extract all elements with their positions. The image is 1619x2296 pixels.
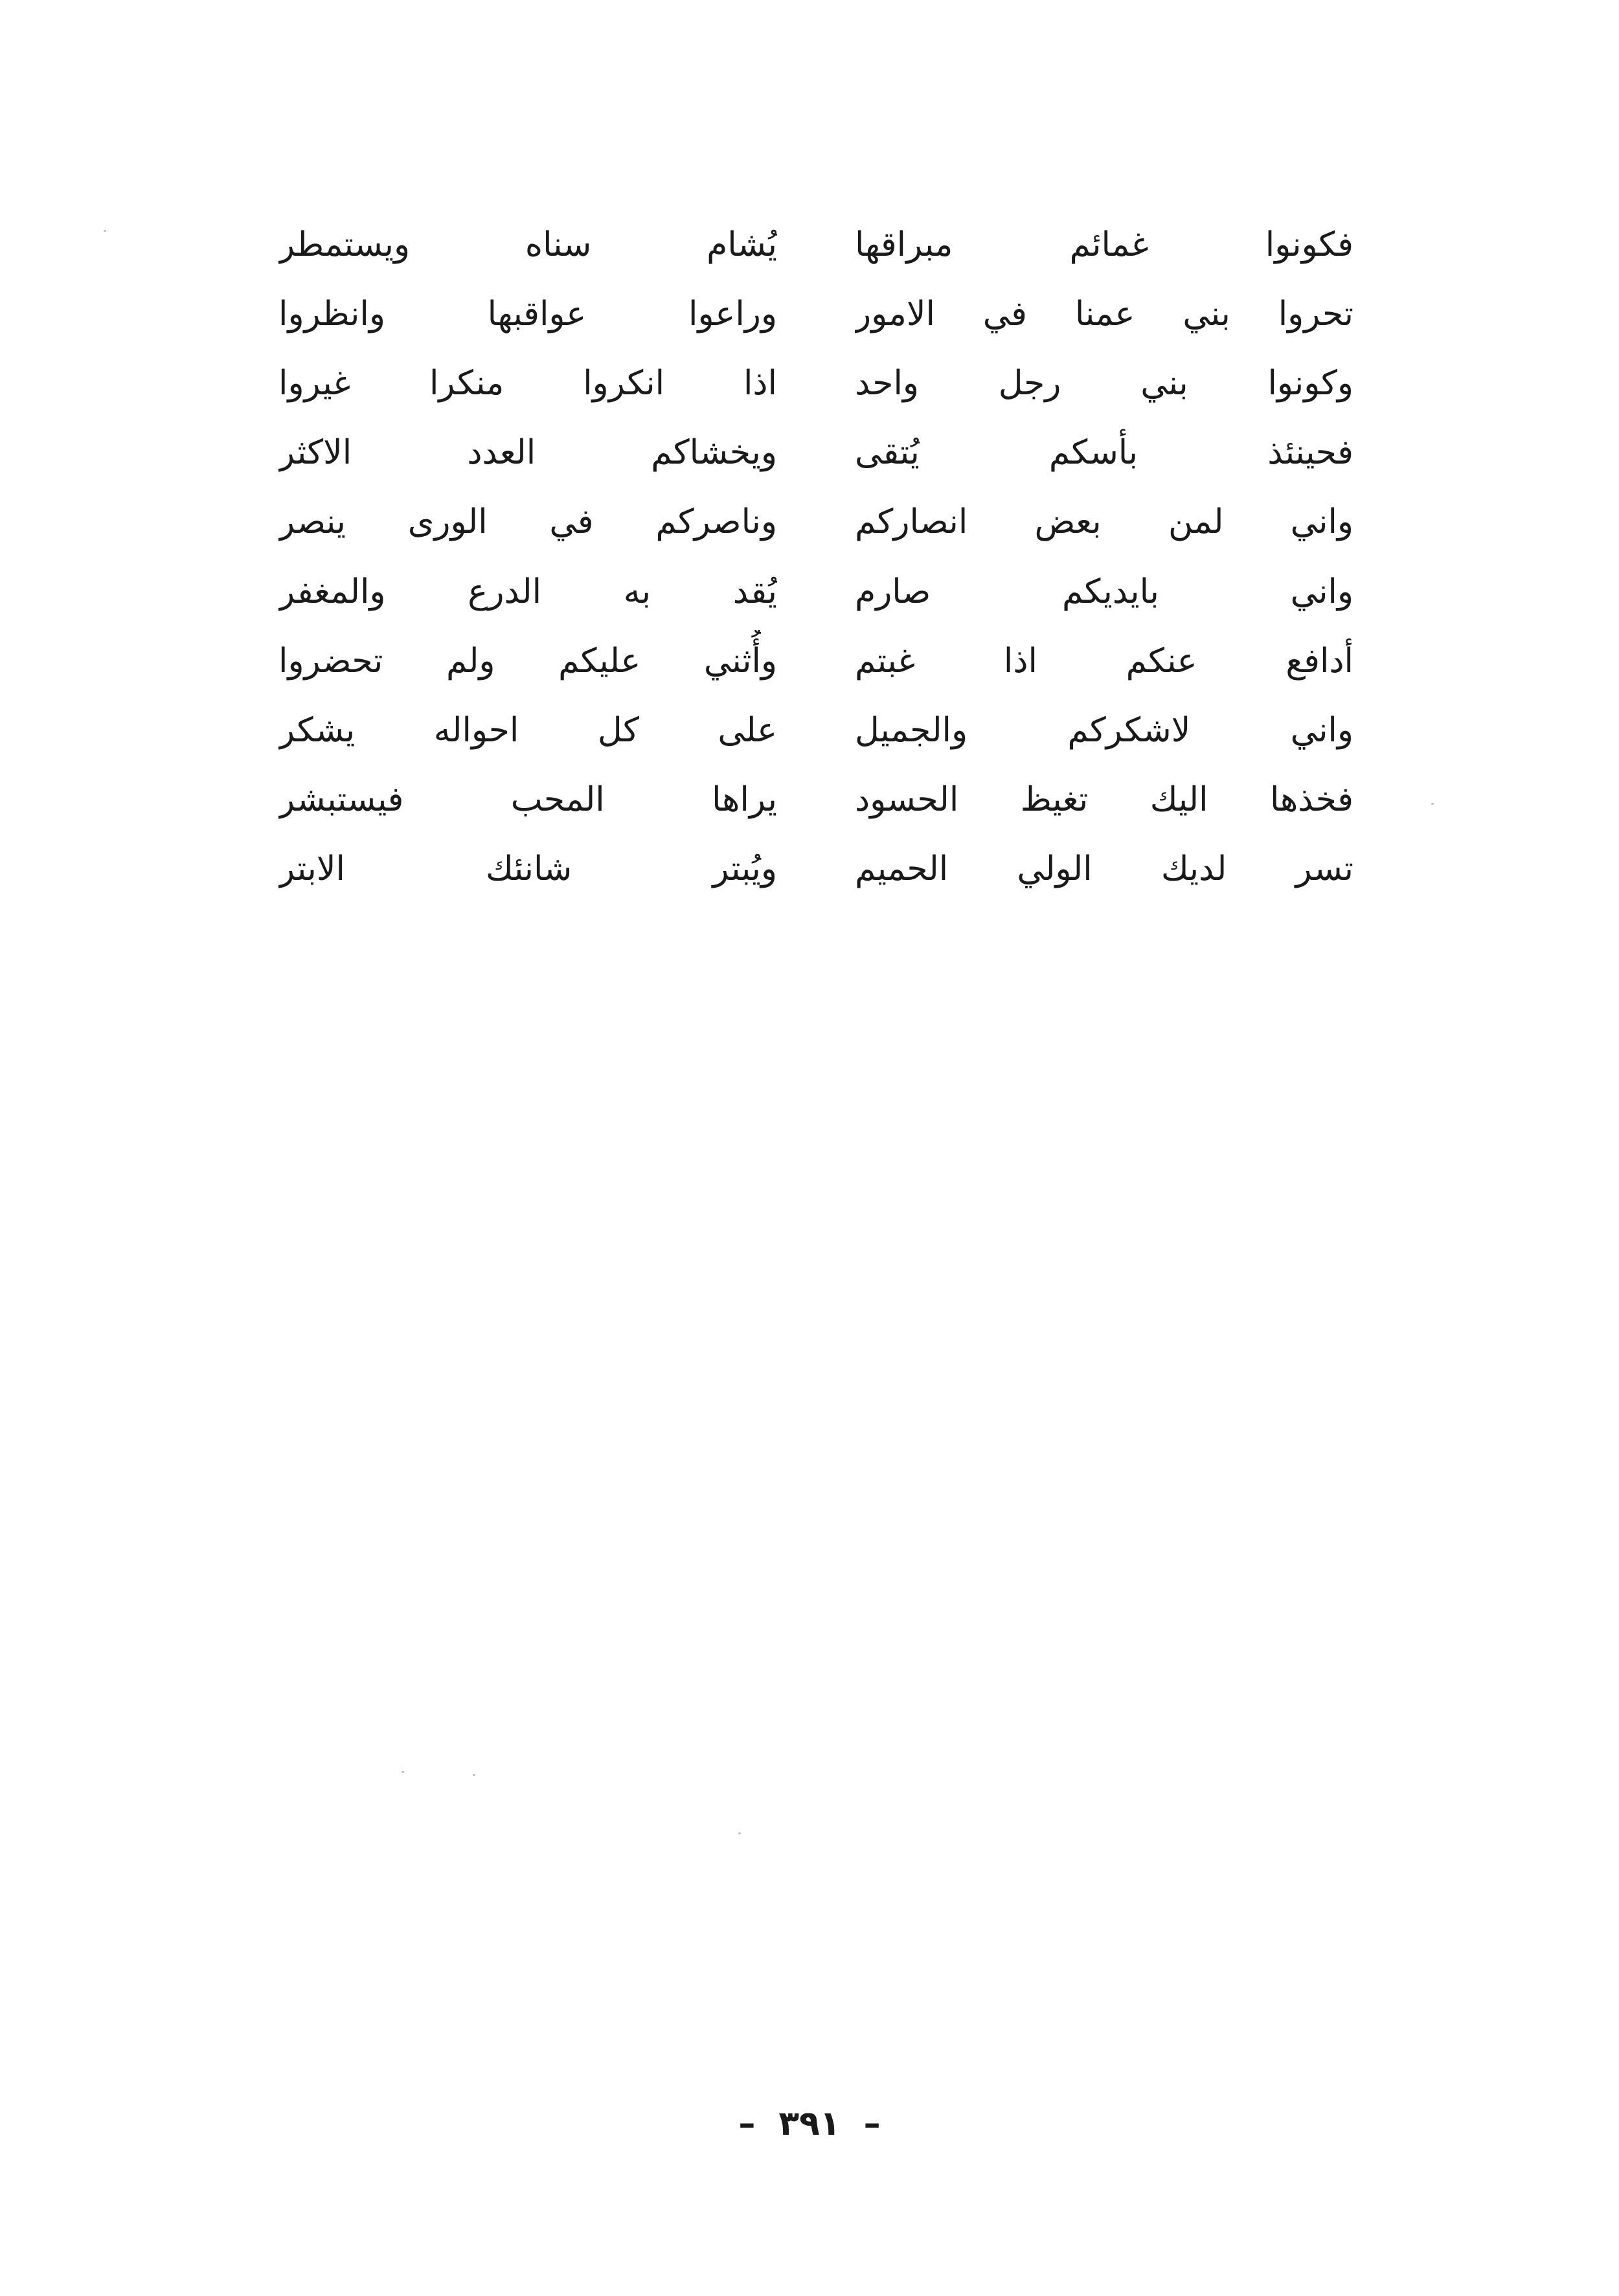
verse-first-hemistich: تسر لديك الولي الحميم xyxy=(855,849,1353,888)
verse-second-hemistich: وراعوا عواقبها وانظروا xyxy=(278,295,777,334)
verse-second-hemistich: اذا انكروا منكرا غيروا xyxy=(278,364,777,403)
verse-second-hemistich: على كل احواله يشكر xyxy=(278,710,777,750)
scan-speck xyxy=(402,1771,404,1773)
verse-first-hemistich: فحينئذ بأسكم يُتقى xyxy=(855,433,1353,473)
verse-second-hemistich: ويخشاكم العدد الاكثر xyxy=(278,433,777,473)
verse-second-hemistich: يُشام سناه ويستمطر xyxy=(278,225,777,264)
verse-second-hemistich: يُقد به الدرع والمغفر xyxy=(278,572,777,611)
verse-second-hemistich: ويُبتر شانئك الابتر xyxy=(278,849,777,888)
verse-line xyxy=(278,769,1353,831)
verse-line xyxy=(278,838,1353,900)
page-number-dash-left: – xyxy=(738,2104,756,2143)
verse-line xyxy=(278,352,1353,414)
scan-speck xyxy=(1431,803,1434,805)
verse-first-hemistich: تحروا بني عمنا في الامور xyxy=(855,295,1353,334)
verse-first-hemistich: أدافع عنكم اذا غبتم xyxy=(855,641,1353,681)
scan-speck xyxy=(104,230,106,232)
verse-line xyxy=(278,422,1353,484)
verse-first-hemistich: واني لمن بعض انصاركم xyxy=(855,502,1353,542)
verse-second-hemistich: وناصركم في الورى ينصر xyxy=(278,502,777,542)
verse-second-hemistich: يراها المحب فيستبشر xyxy=(278,780,777,819)
verse-line xyxy=(278,630,1353,692)
verse-line xyxy=(278,214,1353,276)
verse-line xyxy=(278,283,1353,345)
verse-line xyxy=(278,491,1353,553)
verse-line xyxy=(278,561,1353,623)
poem-body xyxy=(278,214,1353,900)
verse-line xyxy=(278,699,1353,761)
page-number xyxy=(0,2098,1619,2150)
scan-speck xyxy=(473,1774,475,1776)
page-number-dash-right: – xyxy=(863,2104,881,2143)
verse-first-hemistich: فخذها اليك تغيظ الحسود xyxy=(855,780,1353,819)
verse-first-hemistich: واني بايديكم صارم xyxy=(855,572,1353,611)
verse-first-hemistich: وكونوا بني رجل واحد xyxy=(855,364,1353,403)
verse-first-hemistich: فكونوا غمائم مبراقها xyxy=(855,225,1353,264)
scan-speck xyxy=(738,1832,741,1834)
verse-first-hemistich: واني لاشكركم والجميل xyxy=(855,710,1353,750)
verse-second-hemistich: وأُثني عليكم ولم تحضروا xyxy=(278,641,777,681)
page-number-value: ٣٩١ xyxy=(778,2104,841,2143)
